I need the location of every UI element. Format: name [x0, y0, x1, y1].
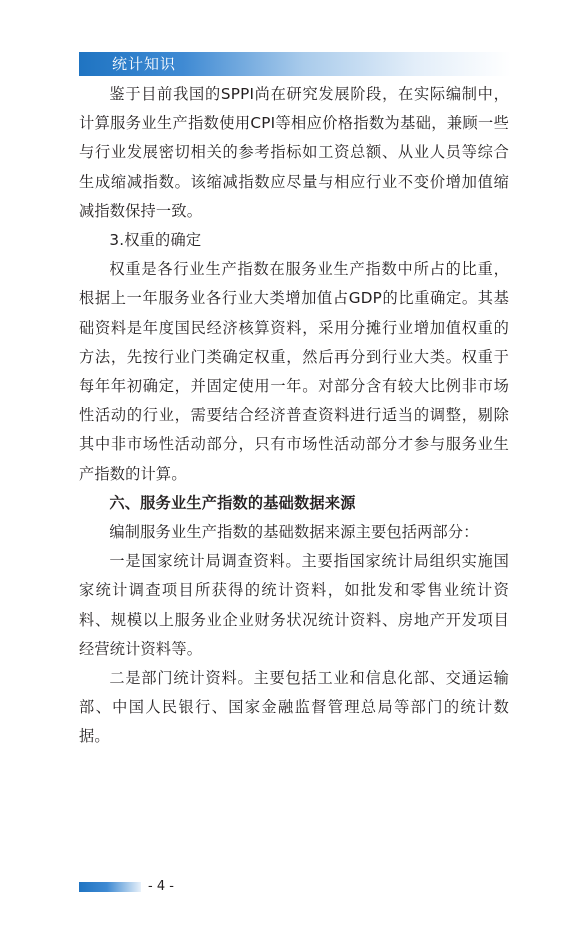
section-header-bar: [79, 52, 511, 76]
subheading-weights: 3.权重的确定: [109, 231, 202, 250]
section-label: 统计知识: [112, 55, 177, 73]
section-heading-data-sources: 六、服务业生产指数的基础数据来源: [109, 493, 356, 512]
footer-accent-bar: [79, 882, 141, 892]
paragraph-nbs-survey-data: 一是国家统计局调查资料。主要指国家统计局组织实施国家统计调查项目所获得的统计资料，如批发和零售业统计资料、规模以上服务业企业财务状况统计资料、房地产开发项目经营统计资料等。: [79, 552, 509, 658]
paragraph-deflator-note: 鉴于目前我国的SPPI尚在研究发展阶段，在实际编制中，计算服务业生产指数使用CPI等相应价格指数为基础，兼顾一些与行业发展密切相关的参考指标如工资总额、从业人员等综合生成缩减指数。该缩减指数应尽量与相应行业不变价增加值缩减指数保持一致。: [79, 85, 509, 220]
paragraph-department-data: 二是部门统计资料。主要包括工业和信息化部、交通运输部、中国人民银行、国家金融监督管理总局等部门的统计数据。: [79, 669, 509, 746]
paragraph-data-sources-intro: 编制服务业生产指数的基础数据来源主要包括两部分：: [109, 523, 479, 542]
body-text: [79, 80, 509, 752]
paragraph-weights: 权重是各行业生产指数在服务业生产指数中所占的比重，根据上一年服务业各行业大类增加值占GDP的比重确定。其基础资料是年度国民经济核算资料，采用分摊行业增加值权重的方法，先按行业门类确定权重，然后再分到行业大类。权重于每年年初确定，并固定使用一年。对部分含有较大比例非市场性活动的行业，需要结合经济普查资料进行适当的调整，剔除其中非市场性活动部分，只有市场性活动部分才参与服务业生产指数的计算。: [79, 260, 509, 483]
page-number: - 4 -: [148, 879, 174, 894]
